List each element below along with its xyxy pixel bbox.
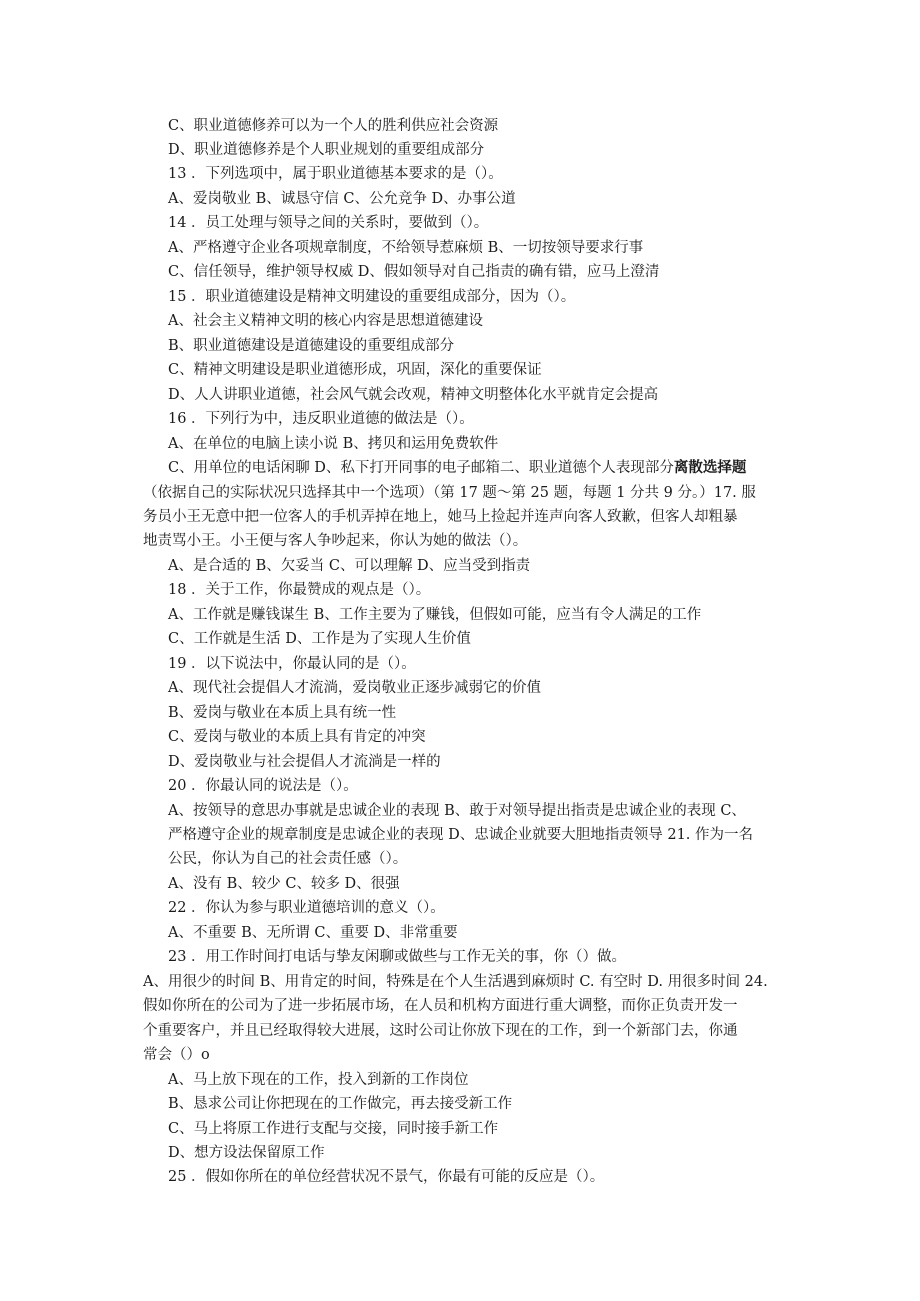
text-line: D、爱岗敬业与社会提倡人才流淌是一样的	[168, 754, 441, 770]
text-line: A、没有 B、较少 C、较多 D、很强	[168, 876, 400, 892]
text-line: A、马上放下现在的工作，投入到新的工作岗位	[168, 1072, 469, 1088]
text-line: 常会（）o	[143, 1047, 210, 1063]
text-line: A、不重要 B、无所谓 C、重要 D、非常重要	[168, 925, 458, 941]
text-line: B、恳求公司让你把现在的工作做完，再去接受新工作	[168, 1096, 513, 1112]
question-22: 22 ．你认为参与职业道德培训的意义（）。	[168, 900, 445, 916]
text-line: B、职业道德建设是道德建设的重要组成部分	[168, 338, 455, 354]
text-line	[168, 459, 746, 477]
text-line: 地责骂小王。小王便与客人争吵起来，你认为她的做法（）。	[143, 533, 528, 549]
text-line: B、爱岗与敬业在本质上具有统一性	[168, 705, 397, 721]
text-line: C、马上将原工作进行支配与交接，同时接手新工作	[168, 1121, 499, 1137]
text-line: （依据自己的实际状况只选择其中一个选项）（第 17 题～第 25 题，每题 1 分共 9 分。）17. 服	[143, 485, 756, 501]
text-line: D、职业道德修养是个人职业规划的重要组成部分	[168, 142, 485, 158]
text-line: 公民，你认为自己的社会责任感（）。	[168, 851, 408, 867]
text-line: D、想方设法保留原工作	[168, 1145, 325, 1161]
question-13: 13 ．下列选项中，属于职业道德基本要求的是（）。	[168, 166, 503, 182]
text-line: A、爱岗敬业 B、诚恳守信 C、公允竞争 D、办事公道	[168, 191, 516, 207]
text-line: A、工作就是赚钱谋生 B、工作主要为了赚钱，但假如可能，应当有令人满足的工作	[168, 607, 702, 623]
text-line: 个重要客户，并且已经取得较大进展，这时公司让你放下现在的工作，到一个新部门去，你通	[143, 1023, 738, 1039]
text-line: A、按领导的意思办事就是忠诚企业的表现 B、敢于对领导提出指责是忠诚企业的表现 C、	[168, 803, 746, 819]
text-line: A、是合适的 B、欠妥当 C、可以理解 D、应当受到指责	[168, 558, 531, 574]
text-line: A、严格遵守企业各项规章制度，不给领导惹麻烦 B、一切按领导要求行事	[168, 240, 644, 256]
text-line: 务员小王无意中把一位客人的手机弄掉在地上，她马上捡起并连声向客人致歉，但客人却粗暴	[143, 509, 738, 525]
text-line: A、社会主义精神文明的核心内容是思想道德建设	[168, 313, 483, 329]
section-title: 离散选择题	[673, 459, 747, 476]
text-line: 严格遵守企业的规章制度是忠诚企业的表现 D、忠诚企业就要大胆地指责领导 21. 作为一名	[168, 827, 754, 843]
text-span: C、用单位的电话闲聊 D、私下打开同事的电子邮箱二、职业道德个人表现部分	[168, 460, 674, 476]
text-line: A、用很少的时间 B、用肯定的时间，特殊是在个人生活遇到麻烦时 C. 有空时 D. 用很多时间 24.	[143, 974, 768, 990]
question-25: 25 ．假如你所在的单位经营状况不景气，你最有可能的反应是（）。	[168, 1169, 605, 1185]
text-line: C、职业道德修养可以为一个人的胜利供应社会资源	[168, 118, 499, 134]
question-14: 14 ．员工处理与领导之间的关系时，要做到（）。	[168, 215, 489, 231]
text-line: D、人人讲职业道德，社会风气就会改观，精神文明整体化水平就肯定会提高	[168, 387, 659, 403]
question-19: 19 ．以下说法中，你最认同的是（）。	[168, 656, 416, 672]
text-line: A、现代社会提倡人才流淌，爱岗敬业正逐步减弱它的价值	[168, 680, 541, 696]
question-18: 18 ．关于工作，你最赞成的观点是（）。	[168, 582, 431, 598]
text-line: C、信任领导，维护领导权威 D、假如领导对自己指责的确有错，应马上澄清	[168, 264, 660, 280]
text-line: C、精神文明建设是职业道德形成，巩固，深化的重要保证	[168, 362, 542, 378]
text-line: A、在单位的电脑上读小说 B、拷贝和运用免费软件	[168, 436, 499, 452]
text-line: C、工作就是生活 D、工作是为了实现人生价值	[168, 631, 471, 647]
question-16: 16 ．下列行为中，违反职业道德的做法是（）。	[168, 411, 474, 427]
text-line: C、爱岗与敬业的本质上具有肯定的冲突	[168, 729, 426, 745]
question-20: 20 ．你最认同的说法是（）。	[168, 778, 358, 794]
question-15: 15 ．职业道德建设是精神文明建设的重要组成部分，因为（）。	[168, 289, 576, 305]
text-line: 假如你所在的公司为了进一步拓展市场，在人员和机构方面进行重大调整，而你正负责开发一	[143, 998, 738, 1014]
question-23: 23 ．用工作时间打电话与挚友闲聊或做些与工作无关的事，你（）做。	[168, 949, 627, 965]
